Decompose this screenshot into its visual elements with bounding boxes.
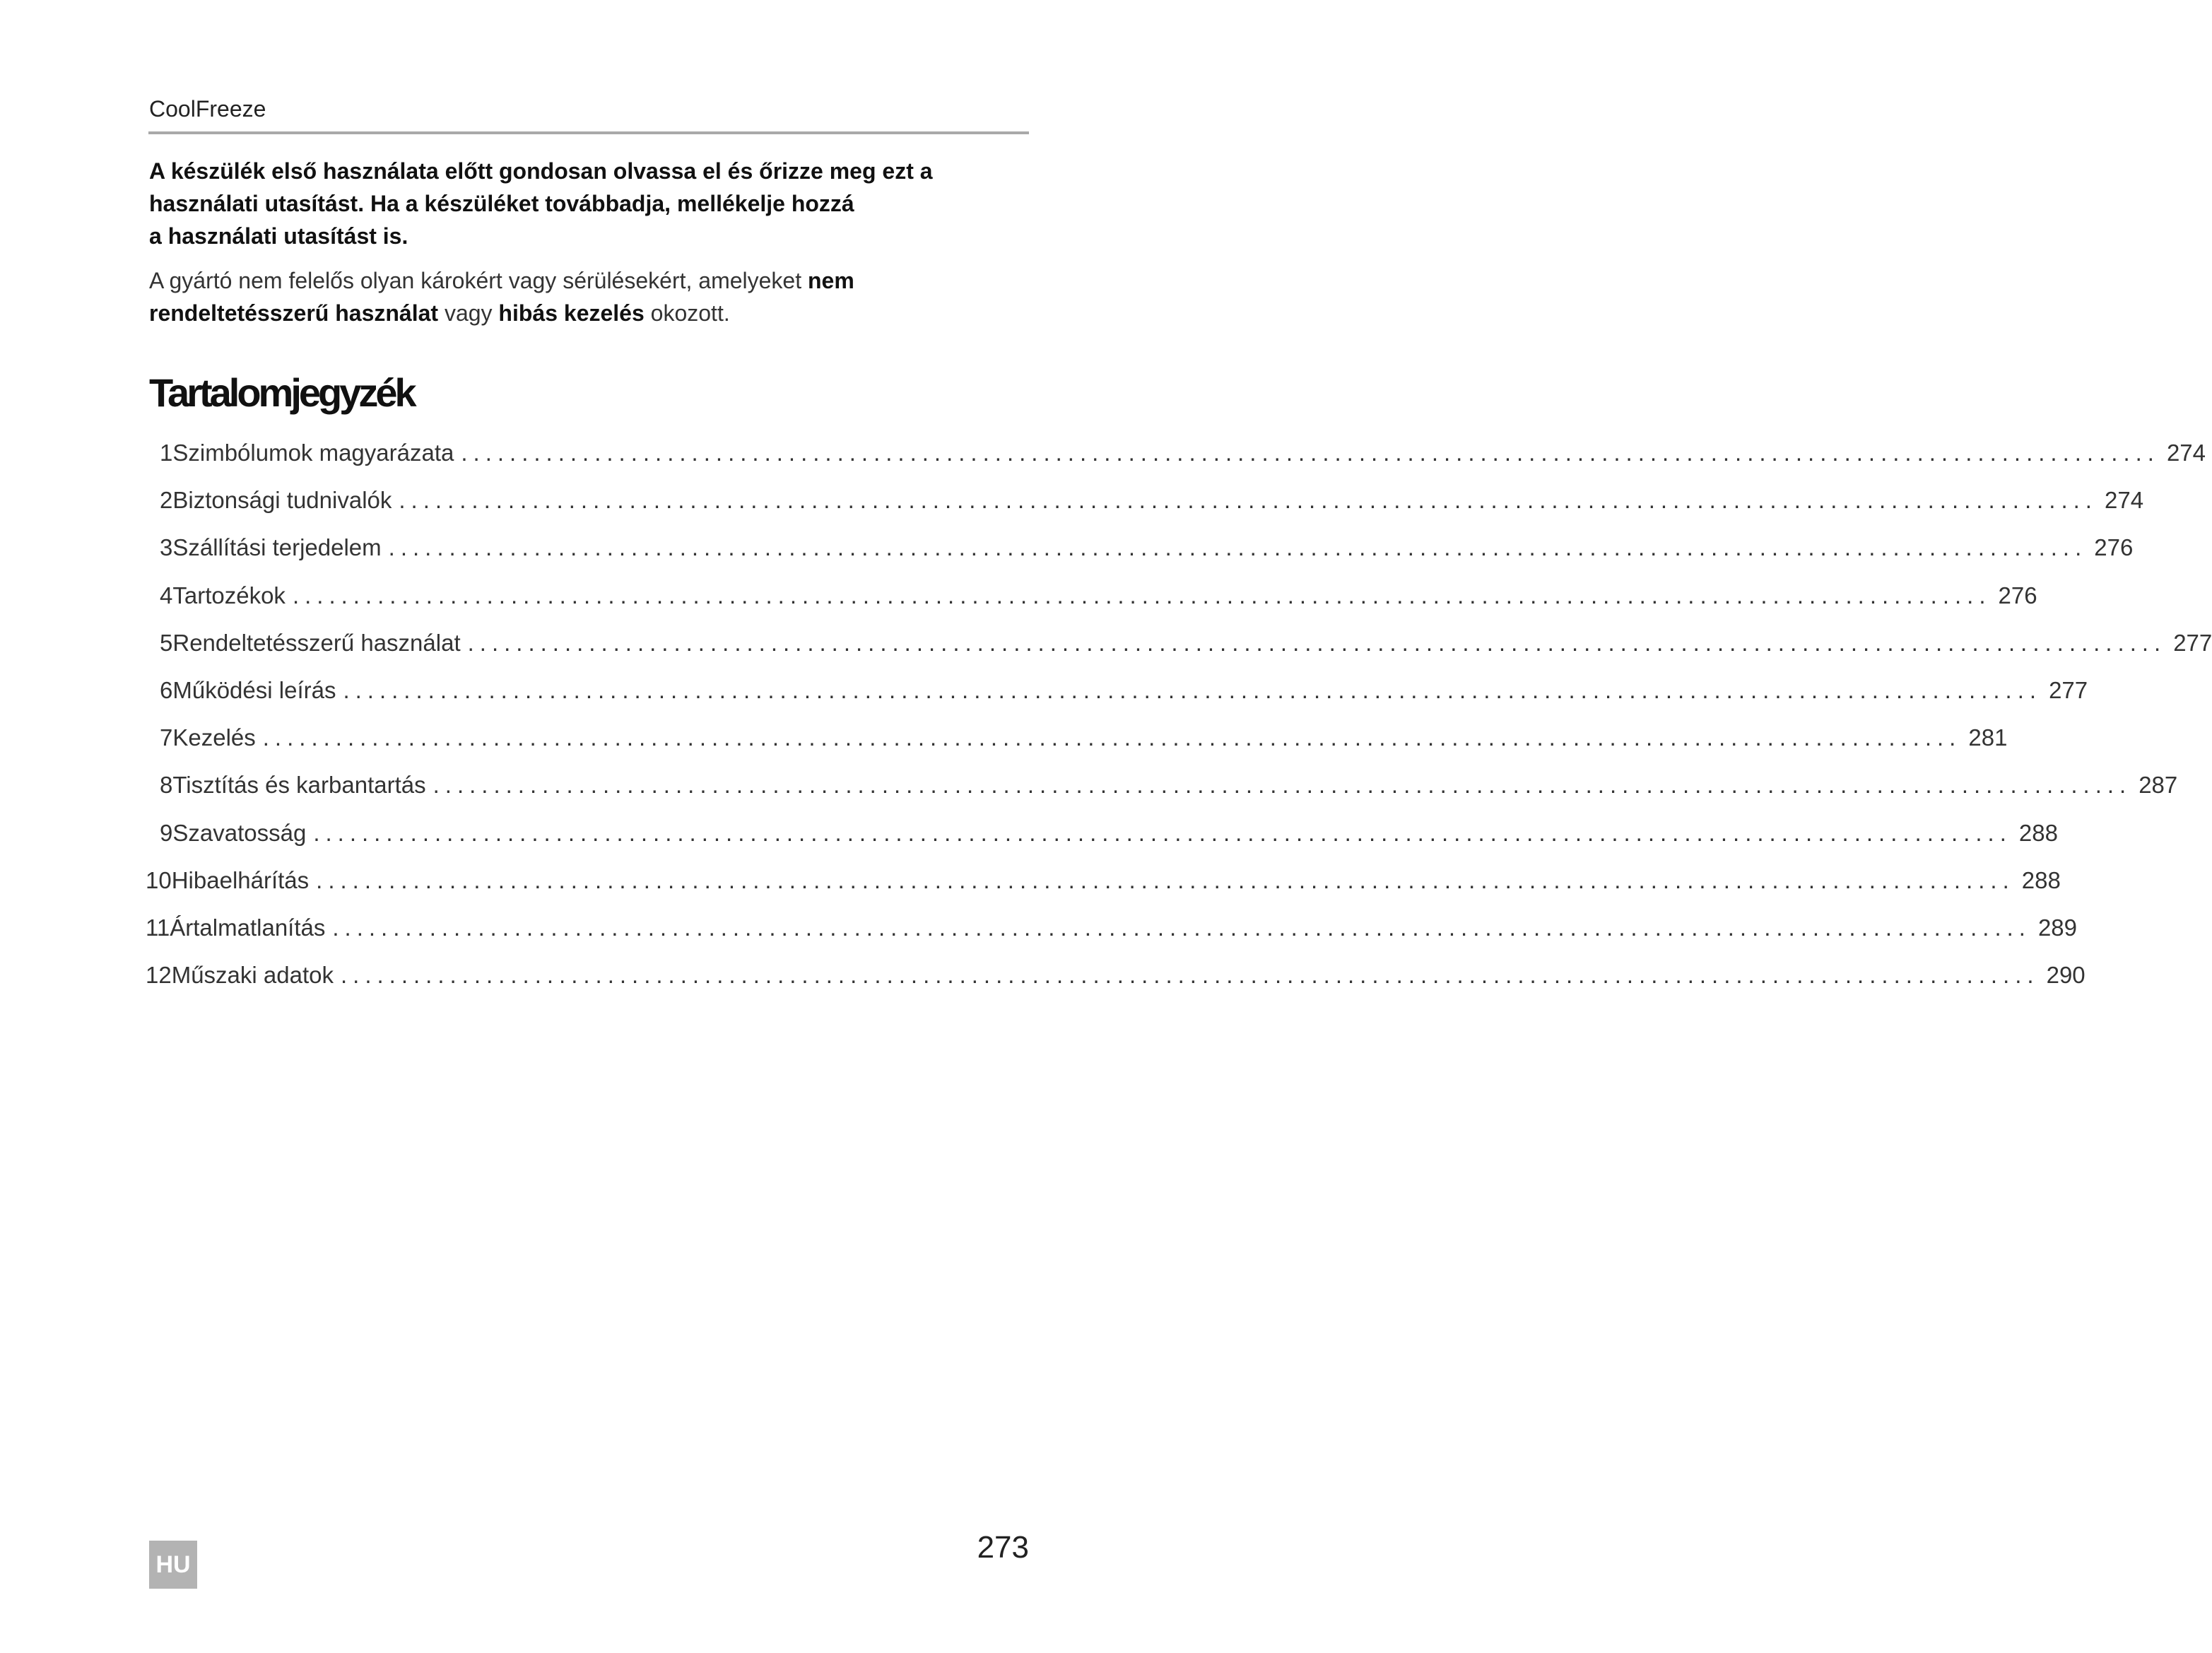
warning-line: használati utasítást. Ha a készüléket továbbadja, mellékelje hozzá [149, 191, 854, 216]
toc-entry-number: 4 [160, 582, 173, 608]
toc-title: Tartalomjegyzék [149, 370, 414, 415]
warning-line: A készülék első használata előtt gondosan olvassa el és őrizze meg ezt a [149, 158, 933, 184]
warning-line: a használati utasítást is. [149, 223, 408, 249]
toc-entry-label: Tisztítás és karbantartás [172, 772, 426, 799]
toc-entry-number: 6 [160, 677, 173, 703]
toc-entry-page: 277 [2173, 629, 2212, 656]
toc-entry-label: Ártalmatlanítás [170, 914, 326, 941]
toc-entry[interactable] [160, 673, 2088, 708]
toc-dot-leader: ............................................................................................................................................ [461, 440, 2160, 466]
toc-entry-page: 277 [2049, 677, 2088, 703]
toc-entry-page: 287 [2139, 772, 2178, 799]
toc-entry[interactable] [160, 767, 2178, 803]
toc-entry-page: 274 [2166, 440, 2206, 466]
toc-entry[interactable] [160, 483, 2144, 518]
toc-entry-page: 276 [2094, 534, 2134, 561]
toc-entry-label: Szavatosság [172, 819, 307, 846]
toc-entry[interactable] [160, 625, 2212, 661]
toc-entry-number: 3 [160, 534, 173, 561]
toc-entry-number: 5 [160, 629, 173, 656]
toc-entry-page: 288 [2018, 819, 2058, 846]
toc-dot-leader: ............................................................................................................................................ [316, 866, 2015, 893]
toc-dot-leader: ............................................................................................................................................ [292, 582, 1992, 608]
toc-entry-number: 1 [160, 440, 173, 466]
toc-entry-number: 10 [146, 866, 172, 893]
page-number: 273 [977, 1530, 1029, 1565]
toc-entry-page: 288 [2021, 866, 2061, 893]
toc-entry-number: 2 [160, 487, 173, 514]
toc-entry-number: 11 [146, 914, 170, 941]
toc-entry-label: Műszaki adatok [171, 962, 334, 989]
disclaimer-text: A gyártó nem felelős olyan károkért vagy sérülésekért, amelyeket [149, 268, 808, 293]
disclaimer-bold-text: rendeltetésszerű használat [149, 300, 439, 326]
toc-entry[interactable] [146, 958, 2085, 993]
toc-entry-label: Tartozékok [172, 582, 286, 608]
toc-entry-page: 274 [2104, 487, 2144, 514]
toc-entry-page: 276 [1998, 582, 2037, 608]
toc-entry[interactable] [160, 530, 2134, 565]
toc-entry-label: Szimbólumok magyarázata [172, 440, 454, 466]
toc-entry-label: Rendeltetésszerű használat [172, 629, 461, 656]
toc-entry-label: Hibaelhárítás [171, 866, 310, 893]
toc-dot-leader: ............................................................................................................................................ [467, 629, 2167, 656]
toc-dot-leader: ............................................................................................................................................ [388, 534, 2088, 561]
warning-notice [149, 155, 1033, 252]
toc-entry[interactable] [160, 435, 2206, 471]
toc-dot-leader: ............................................................................................................................................ [262, 724, 1962, 751]
toc-dot-leader: ............................................................................................................................................ [433, 772, 2132, 799]
toc-entry[interactable] [160, 816, 2058, 851]
header-rule [148, 131, 1029, 134]
toc-entry-label: Kezelés [172, 724, 256, 751]
toc-entry-label: Biztonsági tudnivalók [172, 487, 392, 514]
document-header-product: CoolFreeze [149, 96, 266, 122]
disclaimer-text: okozott. [644, 300, 730, 326]
toc-dot-leader: ............................................................................................................................................ [343, 677, 2042, 703]
toc-dot-leader: ............................................................................................................................................ [313, 819, 2012, 846]
liability-disclaimer [149, 264, 962, 329]
toc-entry-page: 289 [2037, 914, 2078, 941]
toc-entry-label: Szállítási terjedelem [172, 534, 382, 561]
toc-entry[interactable] [146, 910, 2078, 946]
toc-entry[interactable] [146, 863, 2061, 898]
toc-dot-leader: ............................................................................................................................................ [332, 914, 2031, 941]
toc-entry-number: 12 [146, 962, 172, 989]
toc-dot-leader: ............................................................................................................................................ [341, 962, 2040, 989]
disclaimer-bold-text: nem [808, 268, 854, 293]
toc-entry-number: 7 [160, 724, 173, 751]
toc-entry-label: Működési leírás [172, 677, 336, 703]
disclaimer-bold-text: hibás kezelés [498, 300, 645, 326]
disclaimer-text: vagy [438, 300, 499, 326]
toc-entry-page: 290 [2046, 962, 2085, 989]
toc-entry-number: 8 [160, 772, 173, 799]
toc-dot-leader: ............................................................................................................................................ [399, 487, 2098, 514]
toc-entry[interactable] [160, 720, 2008, 755]
toc-entry-page: 281 [1968, 724, 2008, 751]
toc-entry[interactable] [160, 578, 2037, 613]
toc-entry-number: 9 [160, 819, 173, 846]
language-badge: HU [149, 1541, 197, 1589]
